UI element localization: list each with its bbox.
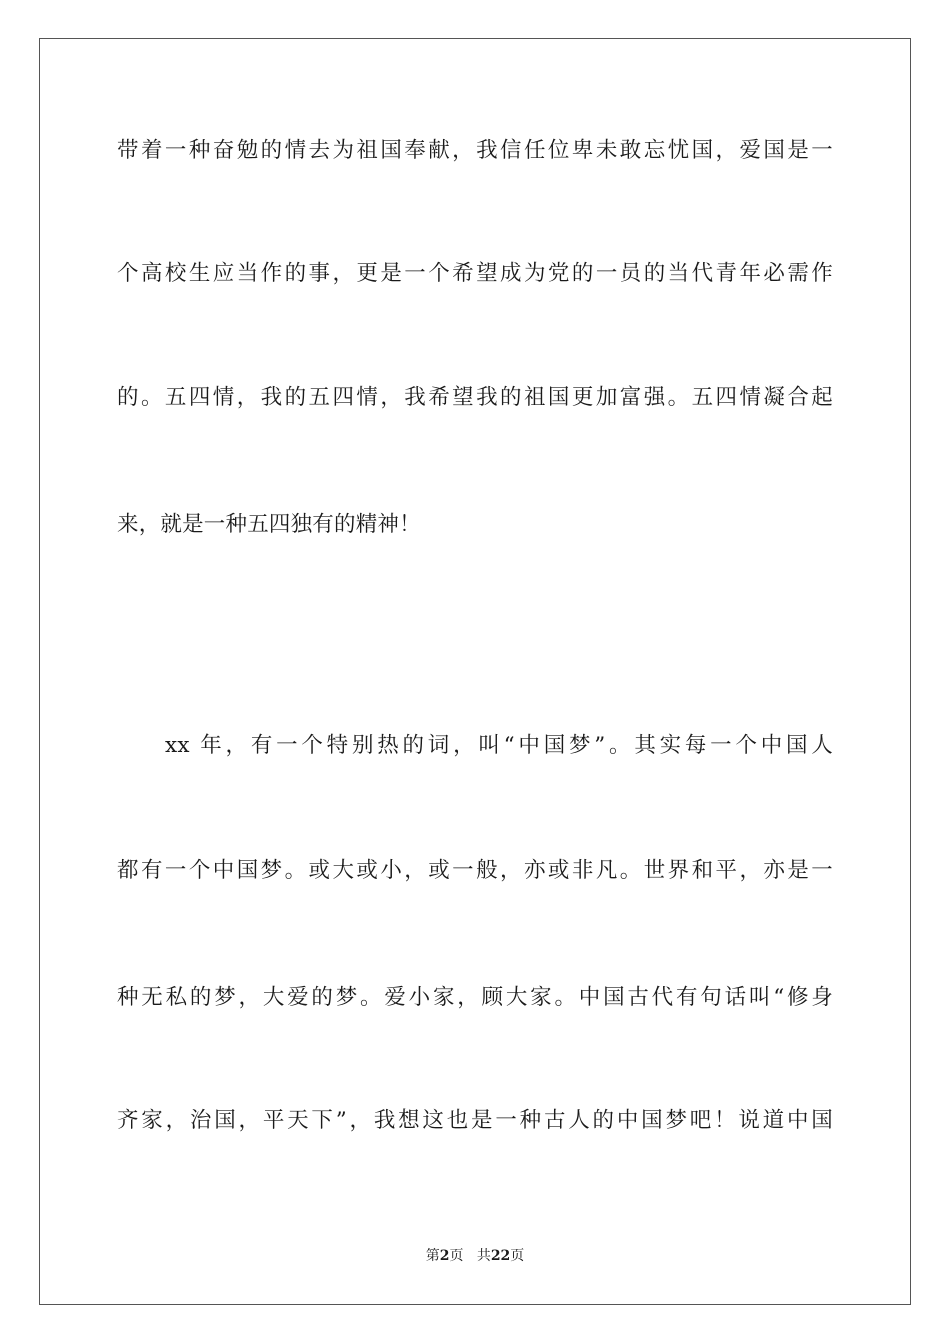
page-footer [0,1246,950,1266]
paragraph-1-line-1: 带着一种奋勉的情去为祖国奉献，我信任位卑未敢忘忧国，爱国是一 [117,138,833,163]
paragraph-1-line-4: 来，就是一种五四独有的精神！ [117,512,421,537]
paragraph-1-line-2: 个高校生应当作的事，更是一个希望成为党的一员的当代青年必需作 [117,261,833,286]
footer-total-suffix: 页 [510,1248,525,1264]
footer-total-pages: 22 [490,1248,511,1264]
paragraph-2-line-2: 都有一个中国梦。或大或小，或一般，亦或非凡。世界和平，亦是一 [117,858,833,883]
footer-page-number: 2 [439,1248,450,1264]
paragraph-2-line-1: xx 年，有一个特别热的词，叫“中国梦”。其实每一个中国人 [165,733,833,758]
paragraph-2-line-3: 种无私的梦，大爱的梦。爱小家，顾大家。中国古代有句话叫“修身 [117,985,833,1010]
footer-page-prefix: 第 [425,1248,440,1264]
footer-page-suffix: 页 [449,1248,464,1264]
footer-total-prefix: 共 [476,1248,491,1264]
paragraph-2-line-4: 齐家，治国，平天下”，我想这也是一种古人的中国梦吧！说道中国 [117,1108,833,1133]
paragraph-1-line-3: 的。五四情，我的五四情，我希望我的祖国更加富强。五四情凝合起 [117,385,833,410]
